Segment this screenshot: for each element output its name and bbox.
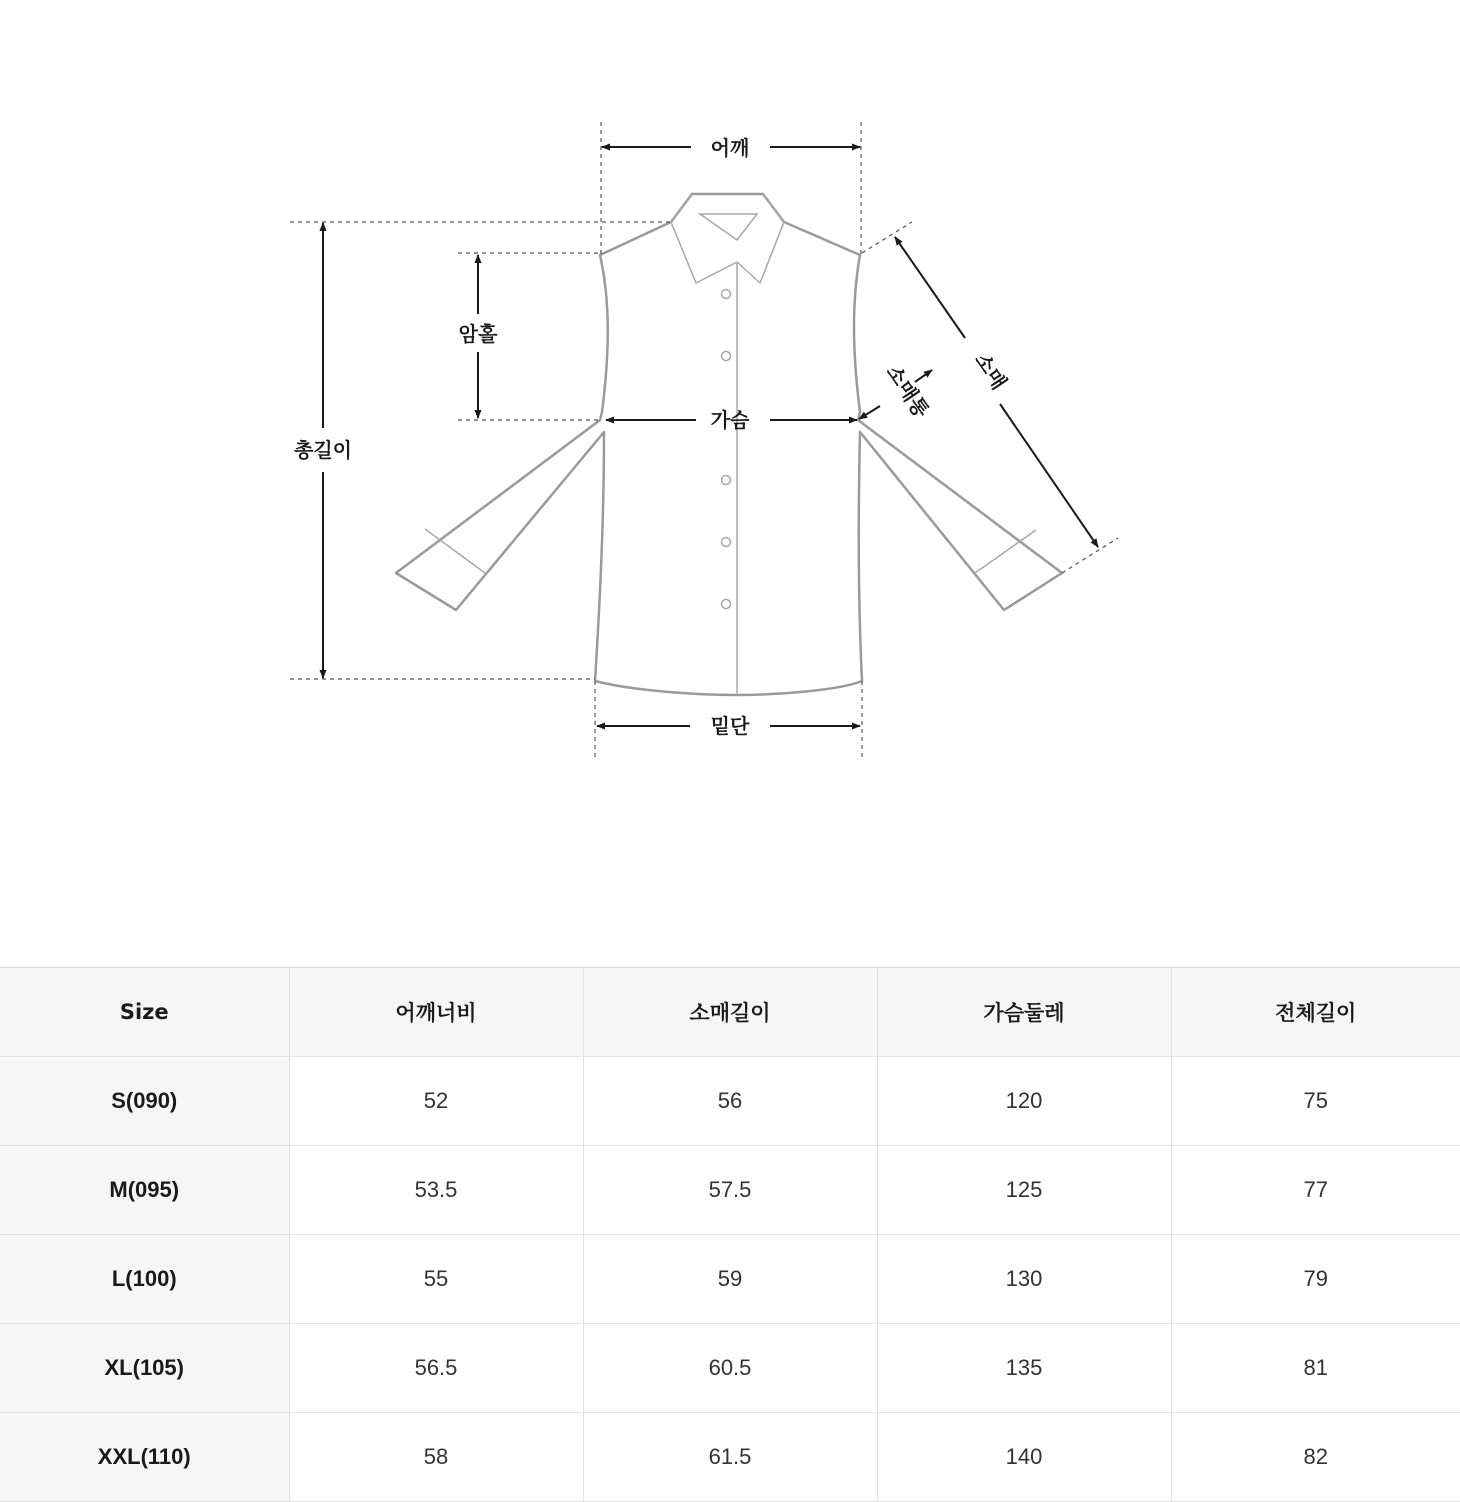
measure-arrows [323,147,1098,726]
collar-band [700,214,757,240]
table-cell: 135 [877,1324,1171,1413]
sleeve-width-arrow-bottom [859,406,880,419]
collar-right [737,194,784,283]
table-cell: 59 [583,1235,877,1324]
table-cell: 140 [877,1413,1171,1502]
table-cell: 56.5 [289,1324,583,1413]
table-cell: 57.5 [583,1146,877,1235]
button [722,600,731,609]
size-cell: S(090) [0,1057,289,1146]
header-total-length: 전체길이 [1171,968,1460,1057]
button [722,352,731,361]
size-cell: XL(105) [0,1324,289,1413]
total-length-label: 총길이 [294,438,352,462]
size-cell: M(095) [0,1146,289,1235]
sleeve-label: 소매 [970,348,1012,394]
table-cell: 81 [1171,1324,1460,1413]
shoulder-label: 어깨 [710,136,750,160]
table-cell: 120 [877,1057,1171,1146]
table-row [0,1057,1460,1146]
sleeve-width-arrow-top [915,370,932,382]
sleeve-arrow-bottom [1000,404,1098,547]
table-cell: 75 [1171,1057,1460,1146]
shirt-outline [396,194,1062,695]
hem-label: 밑단 [710,714,750,738]
cuff-right-line [975,530,1036,573]
table-cell: 82 [1171,1413,1460,1502]
size-table [0,967,1460,1502]
table-cell: 61.5 [583,1413,877,1502]
button [722,476,731,485]
table-row [0,1324,1460,1413]
table-cell: 58 [289,1413,583,1502]
button [722,538,731,547]
header-shoulder-width: 어깨너비 [289,968,583,1057]
shirt-details [425,194,1036,695]
shirt-illustration [396,194,1062,695]
table-cell: 130 [877,1235,1171,1324]
sleeve-width-label: 소매통 [881,360,934,422]
chest-label: 가슴 [710,408,750,432]
table-header-row [0,968,1460,1057]
table-cell: 56 [583,1057,877,1146]
table-cell: 79 [1171,1235,1460,1324]
cuff-left-line [425,529,485,573]
table-cell: 52 [289,1057,583,1146]
table-cell: 55 [289,1235,583,1324]
size-cell: XXL(110) [0,1413,289,1502]
header-size: Size [0,968,289,1057]
table-cell: 77 [1171,1146,1460,1235]
table-cell: 53.5 [289,1146,583,1235]
armhole-label: 암홀 [458,322,498,346]
table-cell: 60.5 [583,1324,877,1413]
sleeve-arrow-top [895,237,965,338]
button [722,290,731,299]
table-cell: 125 [877,1146,1171,1235]
size-cell: L(100) [0,1235,289,1324]
table-row [0,1413,1460,1502]
header-sleeve-length: 소매길이 [583,968,877,1057]
header-chest: 가슴둘레 [877,968,1171,1057]
table-row [0,1146,1460,1235]
table-row [0,1235,1460,1324]
